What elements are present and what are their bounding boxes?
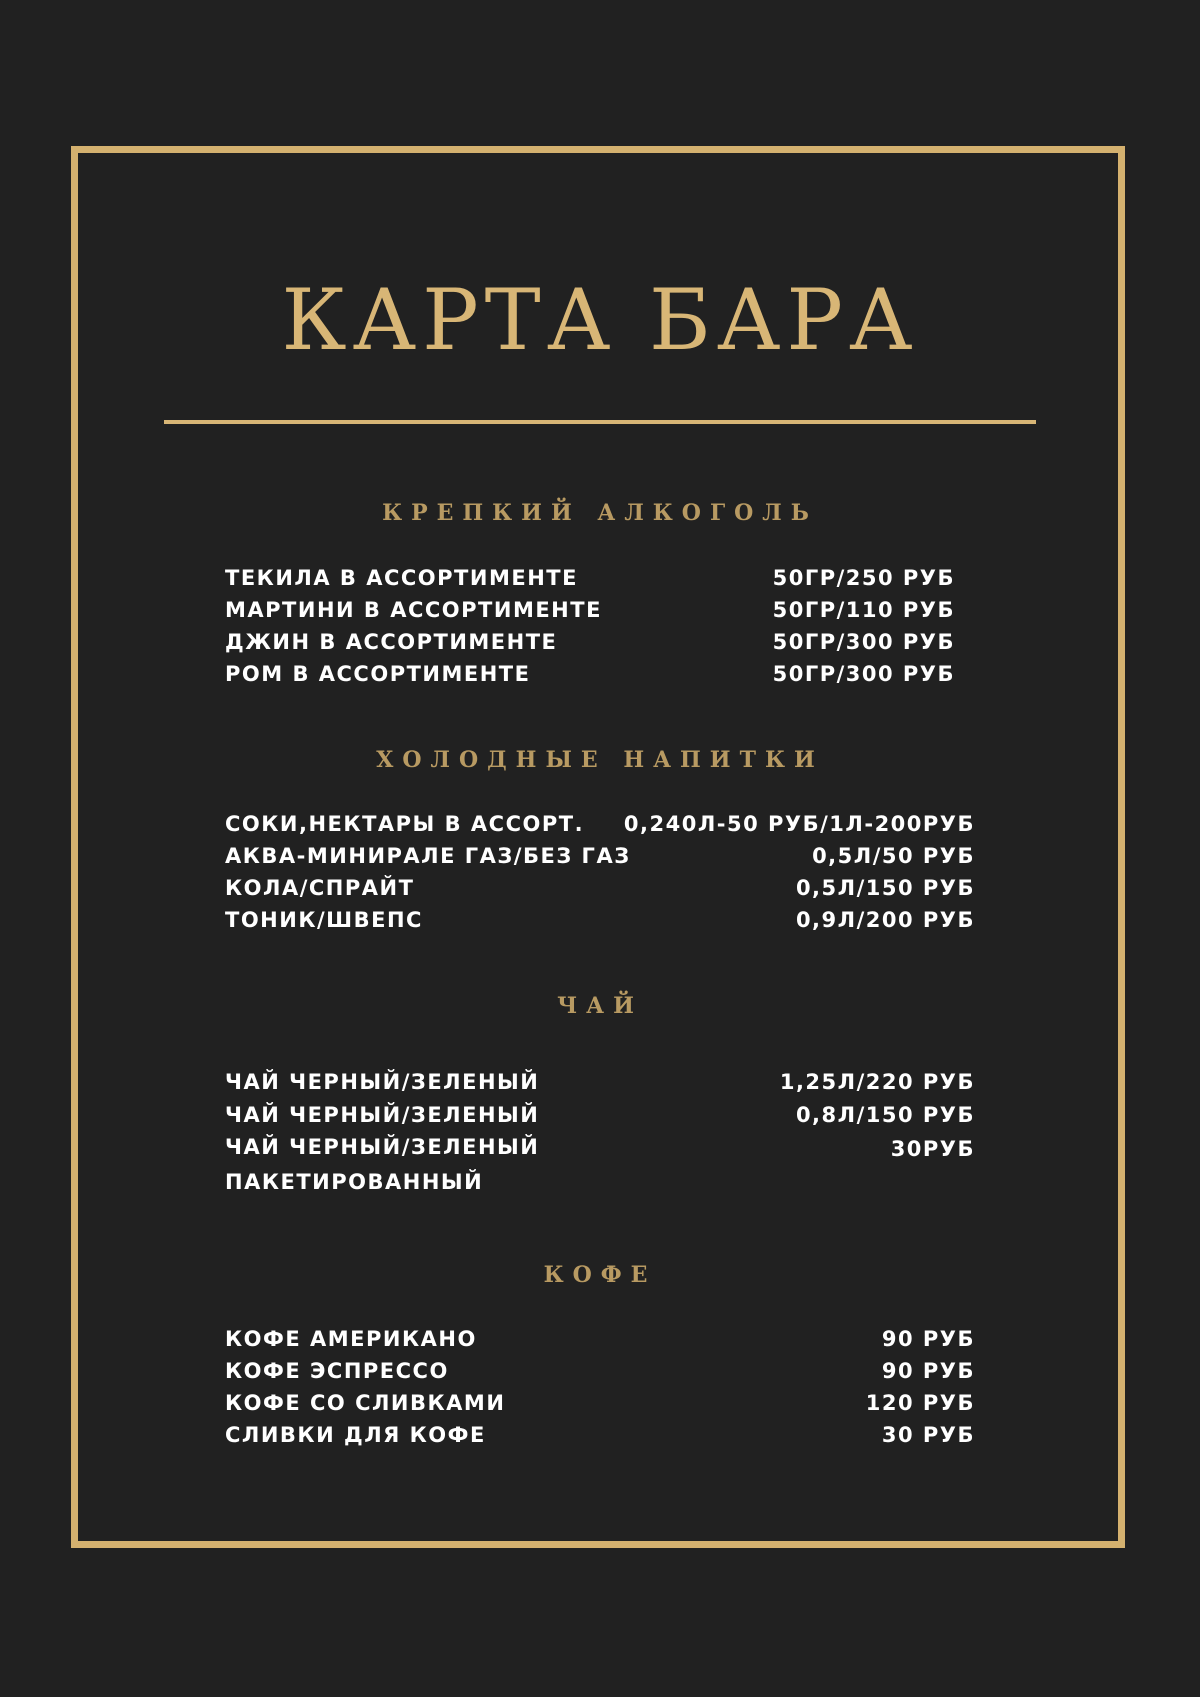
menu-item	[225, 1099, 975, 1131]
menu-item	[225, 1355, 975, 1387]
menu-item-name: СОКИ,НЕКТАРЫ В АССОРТ.	[225, 812, 585, 836]
menu-item-price: 0,5Л/50 РУБ	[812, 844, 975, 868]
menu-item	[225, 626, 955, 658]
menu-item	[225, 808, 975, 840]
menu-item	[225, 594, 955, 626]
menu-item-name: ДЖИН В АССОРТИМЕНТЕ	[225, 630, 558, 654]
menu-item-name: МАРТИНИ В АССОРТИМЕНТЕ	[225, 598, 602, 622]
menu-item-price: 0,5Л/150 РУБ	[795, 876, 975, 900]
menu-item-price: 0,9Л/200 РУБ	[795, 908, 975, 932]
menu-item-name: ЧАЙ ЧЕРНЫЙ/ЗЕЛЕНЫЙ	[225, 1103, 540, 1127]
menu-item-name: КОЛА/СПРАЙТ	[225, 876, 415, 900]
menu-item	[225, 840, 975, 872]
menu-item-price: 30 РУБ	[881, 1423, 975, 1447]
menu-item-name: ТЕКИЛА В АССОРТИМЕНТЕ	[225, 566, 578, 590]
menu-item-price: 120 РУБ	[865, 1391, 975, 1415]
menu-item-price: 50ГР/300 РУБ	[772, 630, 955, 654]
menu-item	[225, 1419, 975, 1451]
menu-item-name: КОФЕ ЭСПРЕССО	[225, 1359, 449, 1383]
menu-item	[225, 1387, 975, 1419]
menu-item-name: РОМ В АССОРТИМЕНТЕ	[225, 662, 531, 686]
menu-item-name: ЧАЙ ЧЕРНЫЙ/ЗЕЛЕНЫЙ	[225, 1070, 540, 1094]
menu-item-name: ТОНИК/ШВЕПС	[225, 908, 423, 932]
menu-item	[225, 904, 975, 936]
menu-item-name: АКВА-МИНИРАЛЕ ГАЗ/БЕЗ ГАЗ	[225, 844, 631, 868]
menu-item	[225, 658, 955, 690]
menu-title: КАРТА БАРА	[281, 271, 919, 369]
menu-item-price: 0,8Л/150 РУБ	[795, 1103, 975, 1127]
section-title-strong-alcohol: КРЕПКИЙ АЛКОГОЛЬ	[382, 500, 818, 526]
section-title-coffee: КОФЕ	[543, 1262, 657, 1288]
menu-item	[225, 1066, 975, 1098]
menu-item-name: КОФЕ СО СЛИВКАМИ	[225, 1391, 506, 1415]
menu-item-name: КОФЕ АМЕРИКАНО	[225, 1327, 477, 1351]
menu-item-price: 50ГР/250 РУБ	[772, 566, 955, 590]
menu-item-price: 90 РУБ	[881, 1327, 975, 1351]
menu-item	[225, 1130, 975, 1200]
menu-item-price: 50ГР/300 РУБ	[772, 662, 955, 686]
menu-item-name: СЛИВКИ ДЛЯ КОФЕ	[225, 1423, 486, 1447]
menu-item-name: ЧАЙ ЧЕРНЫЙ/ЗЕЛЕНЫЙ ПАКЕТИРОВАННЫЙ	[225, 1135, 540, 1194]
menu-item-price: 30РУБ	[890, 1137, 975, 1161]
menu-item-price: 50ГР/110 РУБ	[772, 598, 955, 622]
menu-item	[225, 1323, 975, 1355]
menu-item-price: 90 РУБ	[881, 1359, 975, 1383]
section-title-cold-drinks: ХОЛОДНЫЕ НАПИТКИ	[376, 747, 824, 773]
section-title-tea: ЧАЙ	[557, 993, 643, 1019]
menu-item	[225, 872, 975, 904]
menu-item-price: 1,25Л/220 РУБ	[779, 1070, 975, 1094]
menu-item-price: 0,240Л-50 РУБ/1Л-200РУБ	[623, 812, 975, 836]
title-divider	[164, 420, 1036, 424]
menu-item	[225, 562, 955, 594]
